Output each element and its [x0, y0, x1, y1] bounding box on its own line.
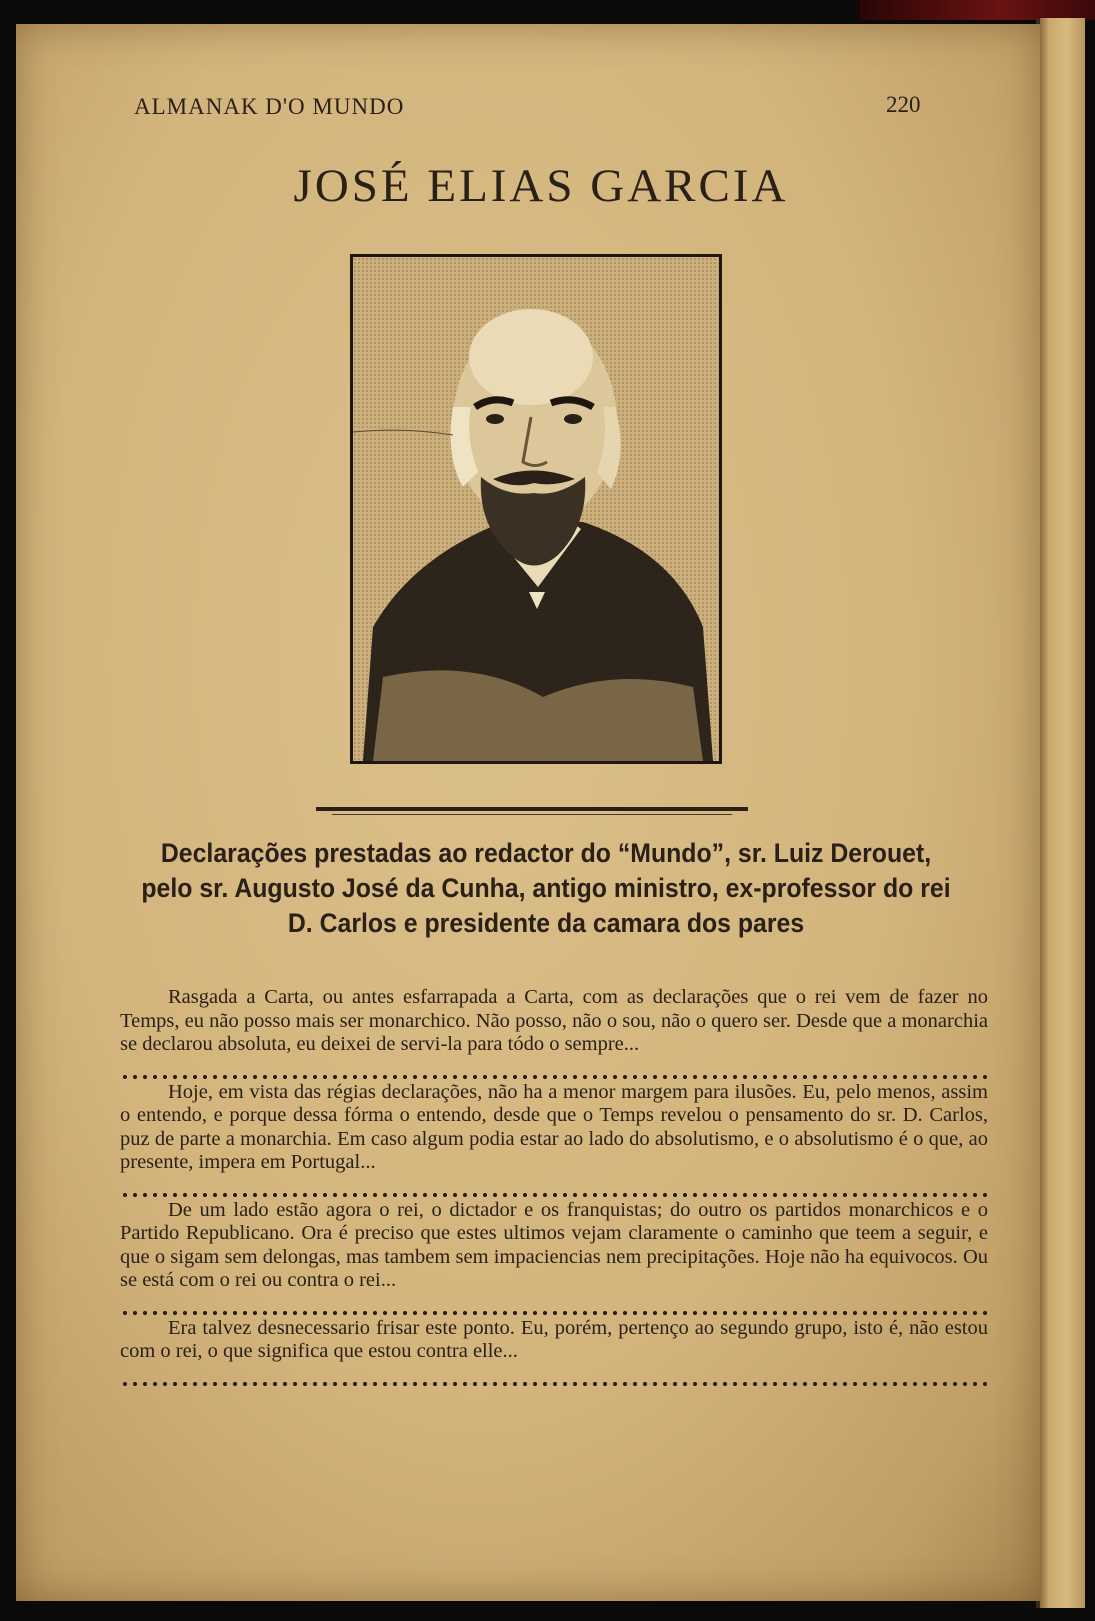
paragraph-4: Era talvez desnecessario frisar este ponto. Eu, porém, pertenço ao segundo grupo, isto é, não estou com o rei, o que significa que estou contra elle... — [120, 1316, 988, 1362]
paragraph-1: Rasgada a Carta, ou antes esfarrapada a Carta, com as declarações que o rei vem de fazer no Temps, eu não posso mais ser monarchico. Não posso, não o sou, não o quero ser. Desde que a monarchia se declarou absoluta, eu deixei de servi-la para tódo o sempre... — [120, 986, 988, 1055]
dot-separator — [120, 1366, 988, 1386]
section-rule — [316, 807, 748, 811]
portrait-figure — [350, 254, 722, 764]
article-subheading: Declarações prestadas ao redactor do “Mundo”, sr. Luiz Derouet, pelo sr. Augusto José da Cunha, antigo ministro, ex-professor do rei D. Carlos e presidente da camara dos pares — [141, 838, 951, 938]
paragraph-3: De um lado estão agora o rei, o dictador e os franquistas; do outro os partidos monarchicos e o Partido Republicano. Ora é preciso que estes ultimos vejam claramente o caminho que teem a seguir, e que o sigam sem delongas, mas tambem sem impaciencias nem precipitações. Hoje não ha equivocos. Ou se está com o rei ou contra o rei... — [120, 1198, 988, 1291]
adjacent-cover-edge — [860, 0, 1095, 20]
article-title: JOSÉ ELIAS GARCIA — [293, 160, 789, 212]
next-page-edge — [1040, 18, 1085, 1608]
page-number: 220 — [886, 92, 921, 117]
dot-separator — [120, 1295, 988, 1315]
article-body — [120, 986, 988, 1388]
dot-separator — [120, 1059, 988, 1079]
section-rule-thin — [332, 814, 732, 815]
almanac-page — [16, 24, 1040, 1601]
dot-separator — [120, 1177, 988, 1197]
running-title: ALMANAK D'O MUNDO — [134, 94, 405, 119]
paragraph-2: Hoje, em vista das régias declarações, não ha a menor margem para ilusões. Eu, pelo menos, assim o entendo, e porque dessa fórma o entendo, desde que o Temps revelou o pensamento do sr. D. Carlos, puz de parte a monarchia. Em caso algum podia estar ao lado do absolutismo, e o absolutismo é o que, ao presente, impera em Portugal... — [120, 1080, 988, 1173]
portrait-engraving-icon — [353, 257, 719, 761]
